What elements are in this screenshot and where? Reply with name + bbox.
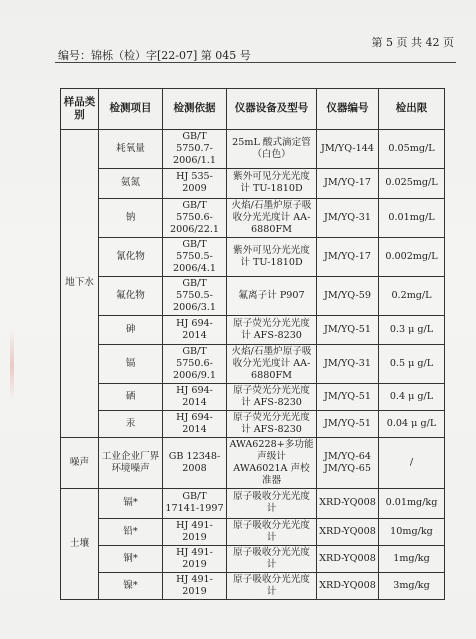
cell-basis: HJ 491-2019 [163, 518, 227, 545]
col-header-category: 样品类别 [61, 89, 99, 130]
col-header-item: 检测项目 [99, 89, 163, 130]
cell-basis: GB/T 5750.5-2006/3.1 [163, 276, 227, 315]
detection-table [60, 88, 445, 600]
cell-instrument: 火焰/石墨炉原子吸收分光光度计 AA-6880FM [227, 198, 317, 237]
cell-code: JM/YQ-64 JM/YQ-65 [317, 437, 379, 488]
table-row [61, 518, 445, 545]
cell-instrument: 紫外可见分光光度计 TU-1810D [227, 168, 317, 198]
table-body [61, 130, 445, 600]
cell-basis: HJ 694-2014 [163, 383, 227, 410]
cell-item: 氨氮 [99, 168, 163, 198]
cell-item: 镉* [99, 488, 163, 518]
cell-instrument: 原子荧光分光光度计 AFS-8230 [227, 315, 317, 344]
cell-code: JM/YQ-59 [317, 276, 379, 315]
page-number: 第 5 页 共 42 页 [371, 36, 454, 49]
cell-item: 砷 [99, 315, 163, 344]
cell-limit: 0.4 μ g/L [379, 383, 445, 410]
cell-limit: / [379, 437, 445, 488]
cell-item: 硒 [99, 383, 163, 410]
cell-instrument: 原子吸收分光光度计 [227, 518, 317, 545]
cell-limit: 0.05mg/L [379, 130, 445, 169]
table-row [61, 488, 445, 518]
cell-limit: 0.025mg/L [379, 168, 445, 198]
cell-instrument: AWA6228+多功能声级计 AWA6021A 声校准器 [227, 437, 317, 488]
table-row [61, 383, 445, 410]
cell-code: JM/YQ-144 [317, 130, 379, 169]
cell-item: 氟化物 [99, 276, 163, 315]
cell-basis: HJ 694-2014 [163, 410, 227, 437]
cell-category: 噪声 [61, 437, 99, 488]
cell-limit: 0.01mg/L [379, 198, 445, 237]
cell-item: 铅* [99, 518, 163, 545]
cell-code: JM/YQ-17 [317, 168, 379, 198]
cell-code: JM/YQ-51 [317, 410, 379, 437]
cell-code: XRD-YQ008 [317, 545, 379, 572]
cell-code: JM/YQ-51 [317, 315, 379, 344]
cell-limit: 0.04 μ g/L [379, 410, 445, 437]
cell-basis: HJ 491-2019 [163, 572, 227, 599]
table-row [61, 276, 445, 315]
cell-instrument: 火焰/石墨炉原子吸收分光光度计 AA-6880FM [227, 344, 317, 383]
col-header-limit: 检出限 [379, 89, 445, 130]
table-row [61, 237, 445, 276]
cell-code: XRD-YQ008 [317, 518, 379, 545]
cell-basis: GB 12348-2008 [163, 437, 227, 488]
document-number: 编号：锦栎（检）字[22-07] 第 045 号 [58, 49, 251, 62]
cell-instrument: 25mL 酸式滴定管（白色） [227, 130, 317, 169]
cell-basis: GB/T 5750.6-2006/9.1 [163, 344, 227, 383]
cell-basis: GB/T 17141-1997 [163, 488, 227, 518]
cell-instrument: 原子吸收分光光度计 [227, 488, 317, 518]
cell-limit: 0.3 μ g/L [379, 315, 445, 344]
table-header-row [61, 89, 445, 130]
cell-basis: GB/T 5750.5-2006/4.1 [163, 237, 227, 276]
cell-limit: 10mg/kg [379, 518, 445, 545]
cell-limit: 0.01mg/kg [379, 488, 445, 518]
cell-item: 钠 [99, 198, 163, 237]
cell-instrument: 原子吸收分光光度计 [227, 545, 317, 572]
col-header-basis: 检测依据 [163, 89, 227, 130]
cell-category: 土壤 [61, 488, 99, 599]
table-row [61, 437, 445, 488]
cell-instrument: 氟离子计 P907 [227, 276, 317, 315]
cell-basis: GB/T 5750.6-2006/22.1 [163, 198, 227, 237]
table-row [61, 315, 445, 344]
seal-edge-mark [10, 330, 14, 400]
cell-code: XRD-YQ008 [317, 572, 379, 599]
cell-basis: HJ 491-2019 [163, 545, 227, 572]
cell-item: 氰化物 [99, 237, 163, 276]
cell-limit: 0.5 μ g/L [379, 344, 445, 383]
cell-code: JM/YQ-31 [317, 344, 379, 383]
cell-limit: 1mg/kg [379, 545, 445, 572]
col-header-instrument: 仪器设备及型号 [227, 89, 317, 130]
cell-basis: GB/T 5750.7-2006/1.1 [163, 130, 227, 169]
table-row [61, 130, 445, 169]
cell-limit: 0.002mg/L [379, 237, 445, 276]
col-header-code: 仪器编号 [317, 89, 379, 130]
cell-limit: 0.2mg/L [379, 276, 445, 315]
cell-code: XRD-YQ008 [317, 488, 379, 518]
table-row [61, 198, 445, 237]
table-row [61, 545, 445, 572]
cell-instrument: 原子吸收分光光度计 [227, 572, 317, 599]
cell-code: JM/YQ-51 [317, 383, 379, 410]
table-row [61, 168, 445, 198]
cell-item: 镍* [99, 572, 163, 599]
cell-code: JM/YQ-17 [317, 237, 379, 276]
header-rule [55, 62, 456, 63]
cell-item: 汞 [99, 410, 163, 437]
table-row [61, 410, 445, 437]
cell-item: 耗氧量 [99, 130, 163, 169]
cell-limit: 3mg/kg [379, 572, 445, 599]
cell-code: JM/YQ-31 [317, 198, 379, 237]
cell-instrument: 原子荧光分光光度计 AFS-8230 [227, 383, 317, 410]
cell-item: 镉 [99, 344, 163, 383]
cell-instrument: 紫外可见分光光度计 TU-1810D [227, 237, 317, 276]
cell-basis: HJ 535-2009 [163, 168, 227, 198]
table-row [61, 344, 445, 383]
cell-item: 铜* [99, 545, 163, 572]
table-row [61, 572, 445, 599]
cell-item: 工业企业厂界环境噪声 [99, 437, 163, 488]
cell-instrument: 原子荧光分光光度计 AFS-8230 [227, 410, 317, 437]
cell-basis: HJ 694-2014 [163, 315, 227, 344]
cell-category: 地下水 [61, 130, 99, 438]
